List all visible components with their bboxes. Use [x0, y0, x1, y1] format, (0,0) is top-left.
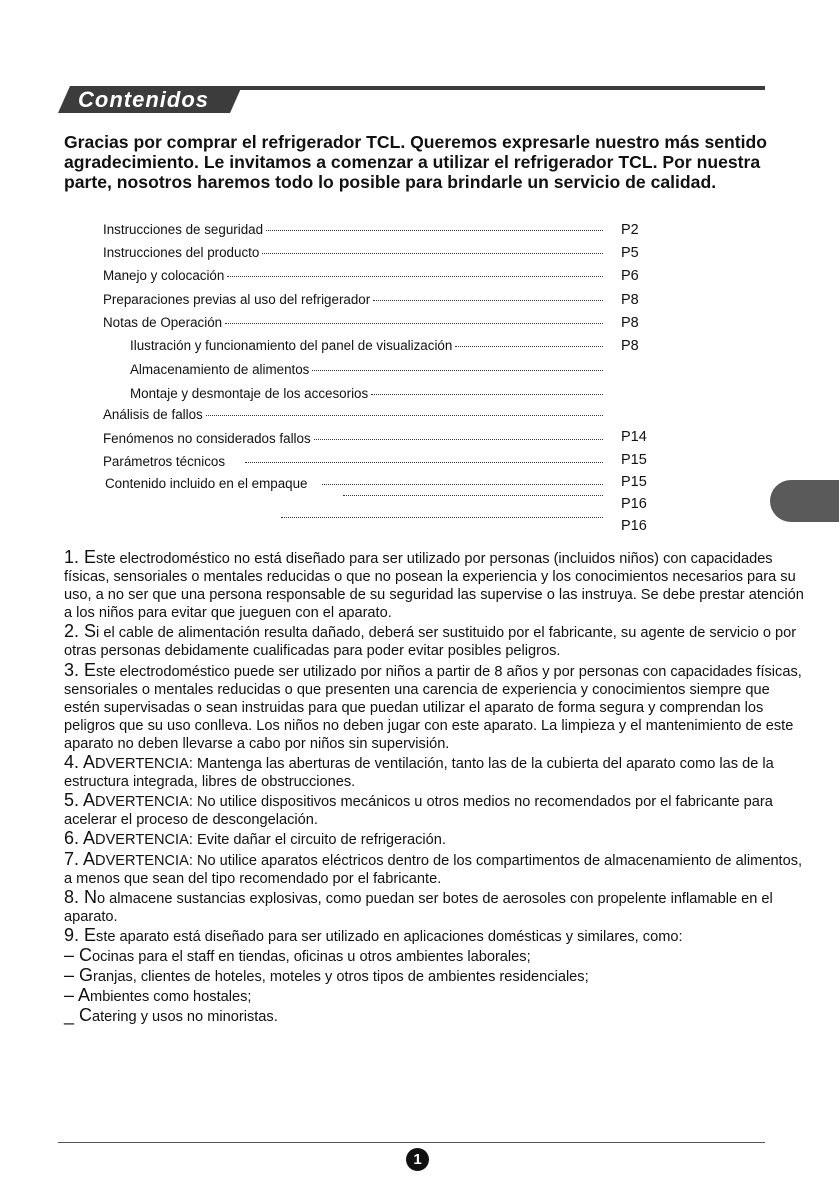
toc-item-page: P8 [621, 292, 639, 308]
toc-item-page: P15 [621, 452, 647, 468]
toc-leader [371, 394, 603, 395]
list-item-text: ste electrodoméstico no está diseñado para ser utilizado por personas (incluidos niños) con capacidades físicas, sensoriales o mentales reducidas o que no posean la experiencia y los conocimientos necesarios para su uso, a no ser que una persona responsable de su seguridad las supervise o las instruya. Se debe prestar atención a los niños para evitar que jueguen con el aparato. [64, 551, 804, 622]
list-item-text: ste electrodoméstico puede ser utilizado por niños a partir de 8 años y por personas con capacidades físicas, sensoriales o mentales reducidas o que presenten una carencia de experiencia y conocimientos siempre que estén supervisadas o sean instruidas para que puedan utilizar el aparato de forma segura y comprendan los peligros que su uso conlleva. Los niños no deben jugar con este aparato. La limpieza y el mantenimiento de este aparato no deben llevarse a cabo por niños sin supervisión. [64, 663, 802, 752]
list-item [64, 888, 804, 926]
safety-notes [64, 548, 804, 1026]
list-item-lead: 1. E [64, 547, 97, 567]
toc-item-title: Notas de Operación [103, 315, 223, 330]
list-item-lead: 3. E [64, 659, 97, 680]
toc-item-page: P15 [621, 474, 647, 490]
toc-item [103, 222, 606, 238]
toc-leader [373, 300, 603, 301]
toc-leader [225, 323, 603, 324]
list-item [64, 946, 804, 966]
list-item [64, 791, 804, 829]
toc-leader [206, 415, 603, 416]
list-item [64, 548, 804, 622]
toc-item [130, 386, 606, 402]
toc-item-title: Preparaciones previas al uso del refrigerador [103, 292, 371, 307]
toc-item [103, 315, 606, 331]
list-item [64, 753, 804, 791]
toc-item-title: Manejo y colocación [103, 268, 225, 283]
list-item-lead: _ C [64, 1005, 93, 1026]
toc-item-title: Montaje y desmontaje de los accesorios [130, 386, 369, 401]
list-item-lead: 6. A [64, 828, 96, 849]
list-item [64, 661, 804, 753]
list-item [64, 966, 804, 986]
toc-item-page: P16 [621, 496, 647, 512]
list-item [64, 850, 804, 888]
toc-item [103, 268, 606, 284]
list-item-text: atering y usos no minoristas. [92, 1009, 278, 1026]
toc-item-title: Ilustración y funcionamiento del panel de visualización [130, 338, 453, 353]
list-item-text: ocinas para el staff en tiendas, oficinas u otros ambientes laborales; [92, 948, 531, 965]
list-item-text: mbientes como hostales; [90, 989, 252, 1006]
toc-leader [312, 370, 603, 371]
list-item-text: DVERTENCIA: Mantenga las aberturas de ventilación, tanto las de la cubierta del aparato como las de la estructura integrada, libres de obstrucciones. [64, 756, 774, 791]
header-rule [222, 86, 765, 90]
list-item-lead: 2. S [64, 621, 97, 642]
page-number: 1 [406, 1148, 429, 1171]
toc-leader [455, 346, 603, 347]
toc-leader [262, 253, 603, 254]
toc-item-title: Fenómenos no considerados fallos [103, 431, 311, 446]
list-item-lead: – C [64, 944, 93, 965]
toc-item-page: P2 [621, 222, 639, 238]
toc-leader [314, 439, 603, 440]
toc-item [103, 245, 606, 261]
list-item-text: ste aparato está diseñado para ser utilizado en aplicaciones domésticas y similares, como: [96, 928, 683, 945]
list-item [64, 622, 804, 660]
list-item-lead: 8. N [64, 886, 98, 907]
toc-item-title: Almacenamiento de alimentos [130, 362, 310, 377]
toc-item [340, 498, 606, 499]
toc-item-page: P14 [621, 429, 647, 445]
list-item-text: o almacene sustancias explosivas, como puedan ser botes de aerosoles con propelente inflamable en el aparato. [64, 890, 773, 925]
toc-item [103, 431, 606, 447]
list-item-text: i el cable de alimentación resulta dañado, deberá ser sustituido por el fabricante, su agente de servicio o por otras personas debidamente cualificadas para poder evitar posibles peligros. [64, 625, 797, 660]
toc-item [103, 407, 606, 423]
toc-item-page: P8 [621, 338, 639, 354]
section-tab [770, 480, 839, 522]
list-item-lead: 4. A [64, 752, 96, 773]
toc-item-page: P6 [621, 268, 639, 284]
toc-leader [343, 495, 603, 496]
list-item [64, 829, 804, 849]
toc-item-title: Análisis de fallos [103, 407, 203, 422]
toc-item-title: Instrucciones de seguridad [103, 222, 264, 237]
list-item-lead: 5. A [64, 790, 96, 811]
toc-item-title: Instrucciones del producto [103, 245, 260, 260]
toc-leader [281, 517, 603, 518]
toc-leader [322, 484, 604, 485]
list-item-text: DVERTENCIA: No utilice aparatos eléctricos dentro de los compartimentos de almacenamiento de alimentos, a menos que sean del tipo recomendado por el fabricante. [64, 852, 803, 887]
toc-item-title: Parámetros técnicos [103, 454, 226, 469]
list-item [64, 926, 804, 946]
toc-item-page: P5 [621, 245, 639, 261]
toc-item [130, 338, 606, 354]
toc-leader [245, 462, 603, 463]
toc-item [105, 476, 606, 492]
list-item-text: DVERTENCIA: Evite dañar el circuito de refrigeración. [95, 832, 446, 849]
list-item-lead: – G [64, 965, 94, 986]
list-item [64, 1006, 804, 1026]
toc-item [103, 454, 606, 470]
list-item-text: ranjas, clientes de hoteles, moteles y otros tipos de ambientes residenciales; [93, 969, 589, 986]
toc-leader [227, 276, 603, 277]
list-item-text: DVERTENCIA: No utilice dispositivos mecánicos u otros medios no recomendados por el fabricante para acelerar el proceso de descongelación. [64, 794, 773, 829]
toc-item [130, 362, 606, 378]
toc-item-page: P16 [621, 518, 647, 534]
intro-paragraph: Gracias por comprar el refrigerador TCL. Queremos expresarle nuestro más sentido agradecimiento. Le invitamos a comenzar a utilizar el refrigerador TCL. Por nuestra parte, nosotros haremos todo lo posible para brindarle un servicio de calidad. [64, 132, 768, 192]
list-item-lead: – A [64, 985, 91, 1006]
toc-leader [266, 230, 603, 231]
list-item-lead: 7. A [64, 848, 96, 869]
list-item [64, 986, 804, 1006]
toc-item-page: P8 [621, 315, 639, 331]
toc-item-title: Contenido incluido en el empaque [105, 476, 308, 491]
toc-item [278, 520, 606, 521]
footer-rule [58, 1142, 765, 1143]
page-title: Contenidos [78, 87, 209, 112]
toc-item [103, 292, 606, 308]
list-item-lead: 9. E [64, 924, 97, 945]
